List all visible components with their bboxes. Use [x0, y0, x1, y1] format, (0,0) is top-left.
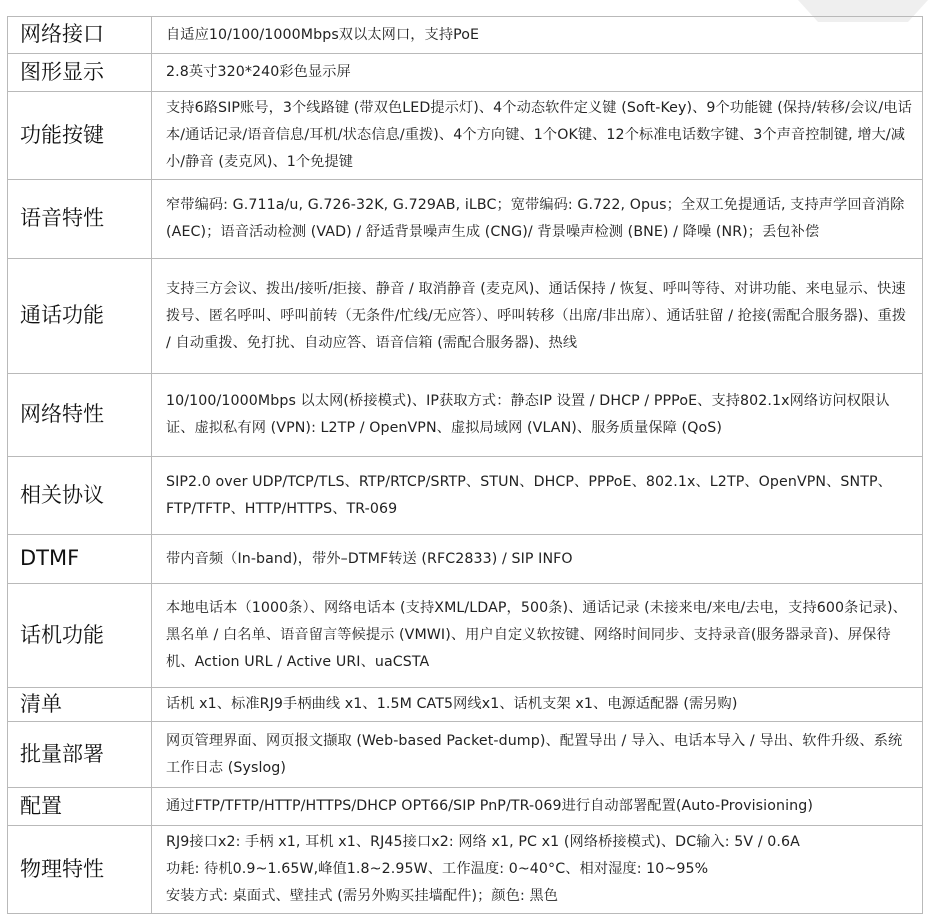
spec-label: 图形显示	[8, 54, 152, 92]
spec-label: 功能按键	[8, 92, 152, 180]
spec-label: DTMF	[8, 535, 152, 584]
spec-row-protocols	[8, 457, 923, 535]
spec-value-line: 安装方式: 桌面式、壁挂式 (需另外购买挂墙配件)；颜色: 黑色	[166, 888, 559, 904]
spec-row-display	[8, 54, 923, 92]
spec-label: 话机功能	[8, 584, 152, 688]
spec-row-physical	[8, 826, 923, 914]
spec-value: SIP2.0 over UDP/TCP/TLS、RTP/RTCP/SRTP、STUN、DHCP、PPPoE、802.1x、L2TP、OpenVPN、SNTP、FTP/TFTP、HTTP/HTTPS、TR-069	[152, 457, 923, 535]
spec-row-package	[8, 688, 923, 722]
spec-row-deployment	[8, 722, 923, 788]
spec-label: 批量部署	[8, 722, 152, 788]
spec-row-dtmf	[8, 535, 923, 584]
spec-row-call-features	[8, 259, 923, 374]
spec-value: 窄带编码: G.711a/u, G.726-32K, G.729AB, iLBC；宽带编码: G.722, Opus；全双工免提通话, 支持声学回音消除 (AEC)；语音活动检测 (VAD) / 舒适背景噪声生成 (CNG)/ 背景噪声检测 (BNE) / 降噪 (NR)；丢包补偿	[152, 180, 923, 259]
spec-label: 网络特性	[8, 374, 152, 457]
spec-value: 带内音频（In-band)，带外–DTMF转送 (RFC2833) / SIP INFO	[152, 535, 923, 584]
spec-value: 自适应10/100/1000Mbps双以太网口，支持PoE	[152, 17, 923, 54]
spec-value: 2.8英寸320*240彩色显示屏	[152, 54, 923, 92]
spec-value	[152, 826, 923, 914]
spec-row-network-features	[8, 374, 923, 457]
spec-row-phone-features	[8, 584, 923, 688]
spec-value-line: RJ9接口x2: 手柄 x1, 耳机 x1、RJ45接口x2: 网络 x1, PC x1 (网络桥接模式)、DC输入: 5V / 0.6A	[166, 834, 800, 850]
spec-row-voice	[8, 180, 923, 259]
spec-row-provisioning	[8, 788, 923, 826]
spec-row-keys	[8, 92, 923, 180]
spec-table	[7, 16, 923, 914]
spec-value: 话机 x1、标准RJ9手柄曲线 x1、1.5M CAT5网线x1、话机支架 x1、电源适配器 (需另购)	[152, 688, 923, 722]
spec-value: 支持三方会议、拨出/接听/拒接、静音 / 取消静音 (麦克风)、通话保持 / 恢复、呼叫等待、对讲功能、来电显示、快速拨号、匿名呼叫、呼叫前转（无条件/忙线/无应答）、呼叫转移（出席/非出席）、通话驻留 / 抢接(需配合服务器)、重拨 / 自动重拨、免打扰、自动应答、语音信箱 (需配合服务器)、热线	[152, 259, 923, 374]
spec-label: 通话功能	[8, 259, 152, 374]
spec-value: 本地电话本（1000条）、网络电话本 (支持XML/LDAP，500条)、通话记录 (未接来电/来电/去电，支持600条记录)、黑名单 / 白名单、语音留言等候提示 (VMWI)、用户自定义软按键、网络时间同步、支持录音(服务器录音)、屏保待机、Action URL / Active URI、uaCSTA	[152, 584, 923, 688]
spec-value: 通过FTP/TFTP/HTTP/HTTPS/DHCP OPT66/SIP PnP/TR-069进行自动部署配置(Auto-Provisioning)	[152, 788, 923, 826]
spec-label: 语音特性	[8, 180, 152, 259]
spec-value: 支持6路SIP账号，3个线路键 (带双色LED提示灯)、4个动态软件定义键 (Soft-Key)、9个功能键 (保持/转移/会议/电话本/通话记录/语音信息/耳机/状态信息/重拨)、4个方向键、1个OK键、12个标准电话数字键、3个声音控制键, 增大/减小/静音 (麦克风)、1个免提键	[152, 92, 923, 180]
spec-label: 配置	[8, 788, 152, 826]
spec-label: 清单	[8, 688, 152, 722]
spec-label: 相关协议	[8, 457, 152, 535]
spec-value: 网页管理界面、网页报文撷取 (Web-based Packet-dump)、配置导出 / 导入、电话本导入 / 导出、软件升级、系统工作日志 (Syslog)	[152, 722, 923, 788]
spec-value-line: 功耗: 待机0.9~1.65W,峰值1.8~2.95W、工作温度: 0~40°C、相对湿度: 10~95%	[166, 861, 709, 877]
spec-value: 10/100/1000Mbps 以太网(桥接模式)、IP获取方式：静态IP 设置 / DHCP / PPPoE、支持802.1x网络访问权限认证、虚拟私有网 (VPN): L2TP / OpenVPN、虚拟局域网 (VLAN)、服务质量保障 (QoS)	[152, 374, 923, 457]
spec-row-network-interface	[8, 17, 923, 54]
spec-label: 网络接口	[8, 17, 152, 54]
spec-label: 物理特性	[8, 826, 152, 914]
